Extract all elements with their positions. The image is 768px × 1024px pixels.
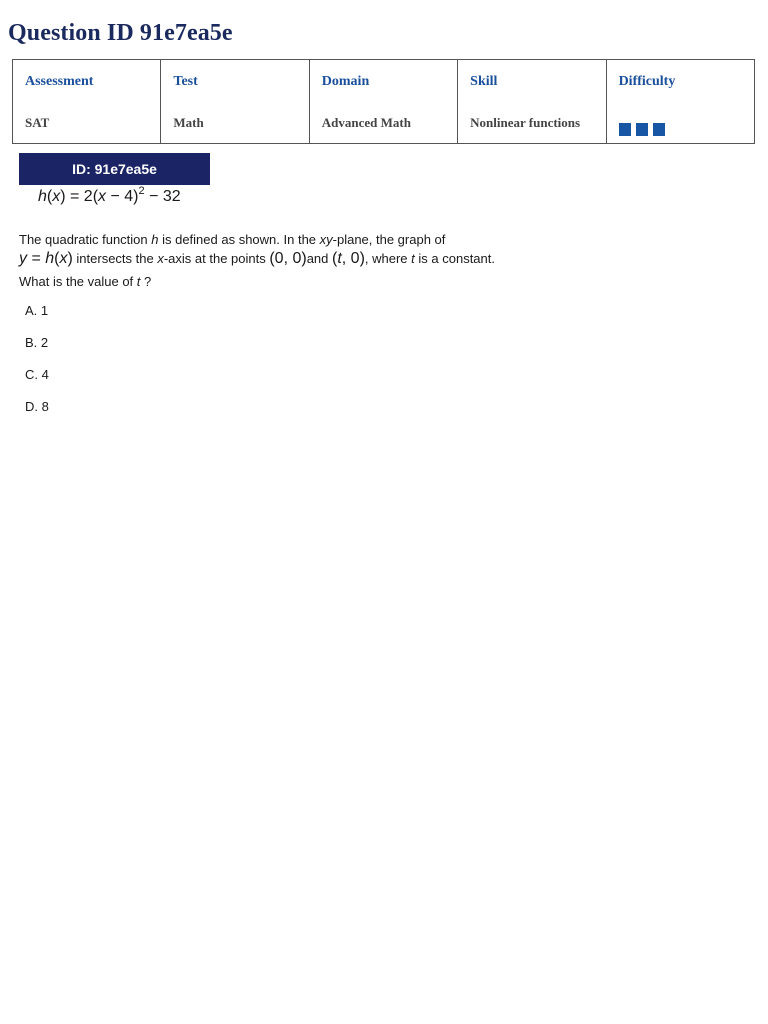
formula-fn: h bbox=[38, 188, 47, 205]
question-suffix: ? bbox=[140, 274, 152, 289]
question-prompt bbox=[19, 274, 151, 289]
difficulty-header: Difficulty bbox=[618, 74, 676, 89]
formula-arg: x bbox=[52, 188, 61, 205]
domain-value: Advanced Math bbox=[321, 115, 411, 130]
test-header: Test bbox=[173, 74, 198, 89]
stem-point-origin: (0, 0) bbox=[269, 250, 307, 267]
skill-value: Nonlinear functions bbox=[470, 115, 581, 130]
stem-text: is a constant. bbox=[414, 251, 495, 266]
stem-eq-paren: ) bbox=[67, 250, 73, 267]
formula-exponent: 2 bbox=[138, 185, 145, 197]
difficulty-bar-3 bbox=[653, 123, 665, 136]
choice-c[interactable]: C. 4 bbox=[25, 367, 49, 382]
function-definition: $h(x) = 2(x - 4)^2 - 32$ bbox=[38, 185, 181, 205]
stem-point-paren: ( bbox=[332, 250, 338, 267]
difficulty-bar-1 bbox=[619, 123, 631, 136]
stem-point-t-var: t bbox=[337, 250, 342, 267]
domain-cell bbox=[309, 60, 457, 144]
formula-rhs-suffix: − 32 bbox=[144, 188, 181, 205]
stem-text: The quadratic function bbox=[19, 232, 152, 247]
choice-b[interactable]: B. 2 bbox=[25, 335, 49, 350]
stem-text: , where bbox=[364, 251, 412, 266]
stem-text: -axis at the points bbox=[163, 251, 270, 266]
stem-t: t bbox=[411, 251, 415, 266]
formula-var: x bbox=[98, 188, 107, 205]
stem-fn: h bbox=[151, 232, 159, 247]
formula-rhs-prefix: = 2( bbox=[70, 188, 99, 205]
skill-header: Skill bbox=[470, 74, 498, 89]
stem-plane: xy bbox=[319, 232, 333, 247]
choice-d[interactable]: D. 8 bbox=[25, 399, 49, 414]
difficulty-bar-2 bbox=[636, 123, 648, 136]
test-value: Math bbox=[173, 115, 204, 130]
assessment-header: Assessment bbox=[25, 74, 94, 89]
assessment-value: SAT bbox=[25, 115, 50, 130]
stem-axis: x bbox=[157, 251, 164, 266]
difficulty-cell bbox=[606, 60, 754, 144]
stem-eq-y: y bbox=[19, 250, 27, 267]
assessment-cell bbox=[13, 60, 161, 144]
stem-point-t bbox=[332, 250, 365, 267]
domain-header: Domain bbox=[321, 74, 370, 89]
stem-eq-fn: h bbox=[45, 250, 55, 267]
stem-text: intersects the bbox=[72, 251, 158, 266]
stem-text: is defined as shown. In the bbox=[158, 232, 320, 247]
formula-rhs-mid: − 4) bbox=[106, 188, 139, 205]
skill-cell bbox=[458, 60, 606, 144]
test-cell bbox=[161, 60, 309, 144]
choice-a[interactable]: A. 1 bbox=[25, 303, 49, 318]
stem-text: -plane, the graph of bbox=[332, 232, 446, 247]
question-stem bbox=[19, 230, 739, 268]
page-title: Question ID 91e7ea5e bbox=[8, 20, 233, 46]
question-prefix: What is the value of bbox=[19, 274, 137, 289]
difficulty-indicator bbox=[619, 123, 742, 136]
stem-text: and bbox=[306, 251, 332, 266]
stem-equation bbox=[19, 250, 73, 267]
stem-eq-x: x bbox=[59, 250, 68, 267]
stem-point-rest: , 0) bbox=[341, 250, 365, 267]
stem-eq-paren: ( bbox=[54, 250, 60, 267]
stem-eq-equals: = bbox=[27, 250, 46, 267]
question-var: t bbox=[136, 274, 141, 289]
question-meta-table bbox=[12, 59, 755, 144]
question-id-banner: ID: 91e7ea5e bbox=[19, 153, 210, 185]
